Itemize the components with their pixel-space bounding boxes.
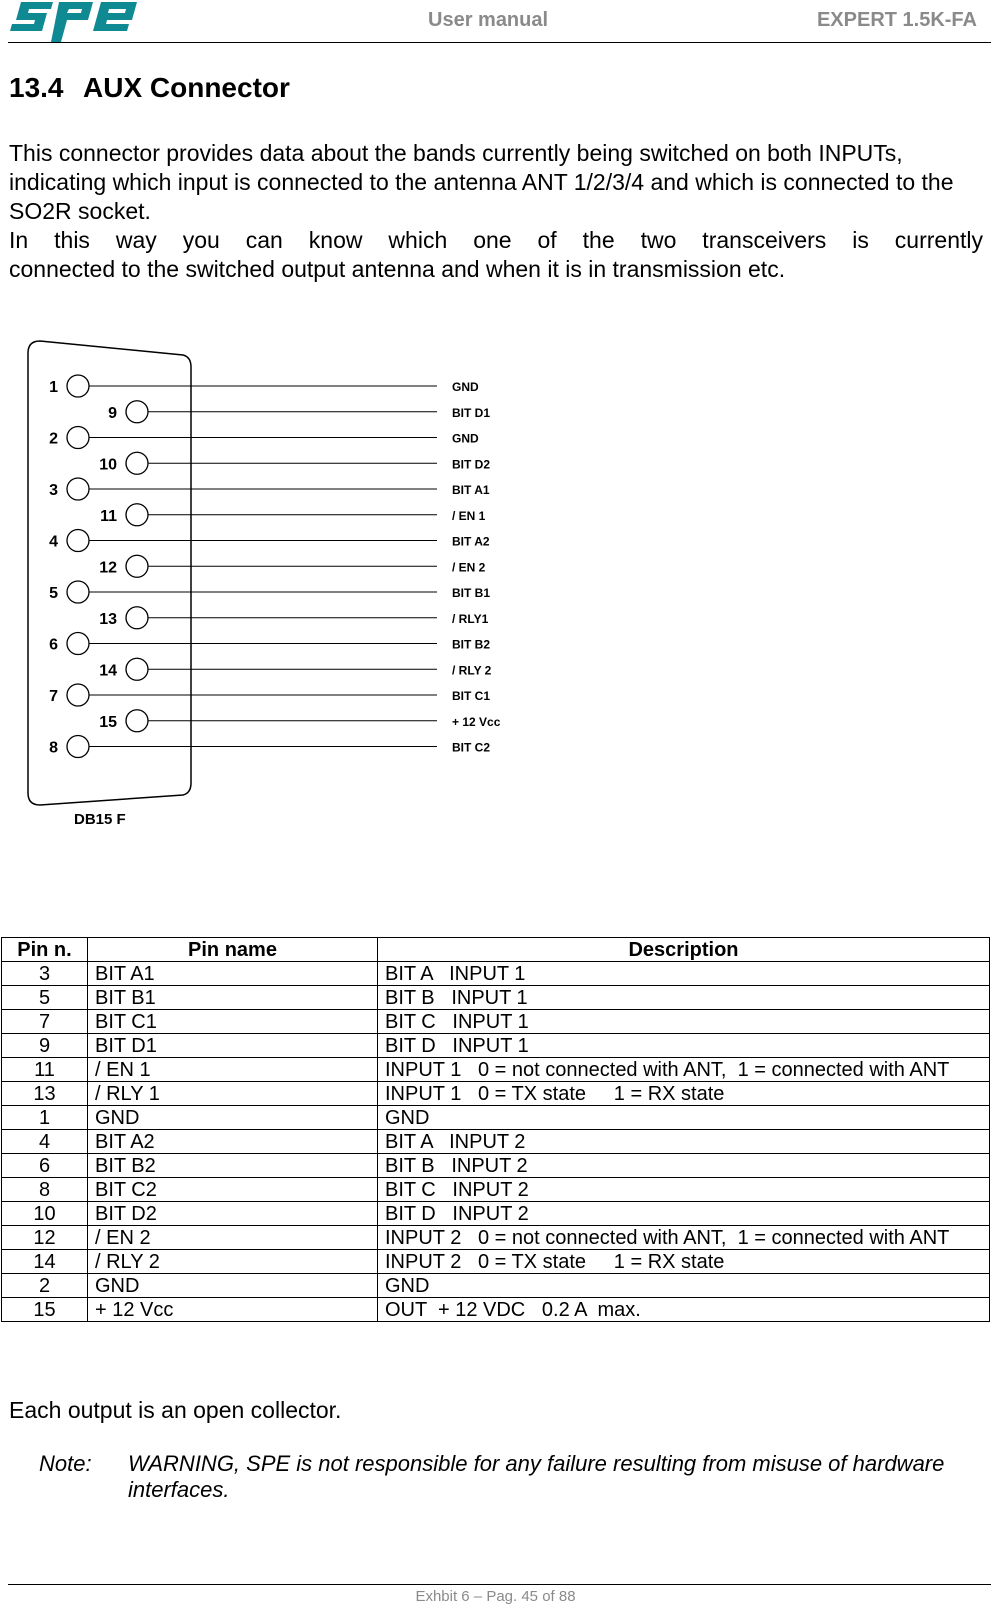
cell-description: BIT A INPUT 1 <box>378 962 990 986</box>
cell-description: INPUT 2 0 = TX state 1 = RX state <box>378 1250 990 1274</box>
pin-socket <box>126 452 148 474</box>
cell-description: BIT A INPUT 2 <box>378 1130 990 1154</box>
pin-number: 15 <box>99 713 117 731</box>
cell-description: INPUT 2 0 = not connected with ANT, 1 = connected with ANT <box>378 1226 990 1250</box>
cell-pin-name: / RLY 2 <box>88 1250 378 1274</box>
header-divider <box>8 42 991 43</box>
page-footer: Exhbit 6 – Pag. 45 of 88 <box>415 1588 576 1605</box>
pin-signal-label: GND <box>452 431 479 446</box>
cell-pin-name: BIT B2 <box>88 1154 378 1178</box>
cell-pin-number: 6 <box>2 1154 88 1178</box>
cell-pin-number: 10 <box>2 1202 88 1226</box>
cell-pin-name: / EN 1 <box>88 1058 378 1082</box>
pin-number: 8 <box>49 739 58 757</box>
pin-signal-label: / EN 1 <box>452 508 486 523</box>
pin-signal-label: BIT C1 <box>452 689 491 703</box>
footer-divider <box>8 1584 991 1585</box>
pin-1 <box>49 375 479 397</box>
cell-description: BIT B INPUT 1 <box>378 986 990 1010</box>
table-row <box>2 1010 990 1034</box>
cell-pin-name: GND <box>88 1274 378 1298</box>
table-row <box>2 1274 990 1298</box>
pin-signal-label: / RLY1 <box>452 611 489 626</box>
cell-pin-name: BIT C2 <box>88 1178 378 1202</box>
pin-number: 10 <box>99 456 117 474</box>
spe-logo <box>9 0 141 42</box>
header-model: EXPERT 1.5K-FA <box>816 9 977 31</box>
table-row <box>2 1178 990 1202</box>
table-row <box>2 1298 990 1322</box>
pin-signal-label: GND <box>452 380 479 394</box>
pin-socket <box>126 658 148 680</box>
section-number: 13.4 <box>9 72 64 103</box>
cell-pin-name: BIT C1 <box>88 1010 378 1034</box>
table-row <box>2 1130 990 1154</box>
cell-pin-number: 4 <box>2 1130 88 1154</box>
cell-pin-name: BIT A1 <box>88 962 378 986</box>
pin-number: 2 <box>49 430 58 448</box>
cell-pin-name: / RLY 1 <box>88 1082 378 1106</box>
pin-socket <box>126 504 148 526</box>
pin-signal-label: BIT A2 <box>452 534 490 549</box>
pin-9 <box>108 401 490 423</box>
page-header <box>0 0 991 44</box>
intro-paragraph-1 <box>9 139 983 226</box>
intro-paragraph-2-line-1 <box>9 226 983 255</box>
cell-pin-name: BIT D1 <box>88 1034 378 1058</box>
cell-pin-number: 11 <box>2 1058 88 1082</box>
pin-number: 5 <box>49 585 58 602</box>
cell-pin-number: 8 <box>2 1178 88 1202</box>
cell-description: INPUT 1 0 = not connected with ANT, 1 = connected with ANT <box>378 1058 990 1082</box>
cell-pin-number: 14 <box>2 1250 88 1274</box>
cell-pin-name: BIT A2 <box>88 1130 378 1154</box>
pin-number: 3 <box>49 482 58 499</box>
pin-number: 13 <box>99 610 117 628</box>
pin-number: 11 <box>100 507 117 525</box>
note-label: Note: <box>39 1451 92 1476</box>
table-row <box>2 1034 990 1058</box>
pin-6 <box>49 633 490 655</box>
cell-pin-number: 9 <box>2 1034 88 1058</box>
pin-socket <box>67 478 89 500</box>
cell-description: BIT D INPUT 2 <box>378 1202 990 1226</box>
pin-number: 14 <box>99 662 117 680</box>
cell-pin-number: 7 <box>2 1010 88 1034</box>
table-row <box>2 1106 990 1130</box>
header-title: User manual <box>428 9 549 31</box>
pin-socket <box>67 375 89 397</box>
cell-pin-name: + 12 Vcc <box>88 1298 378 1322</box>
pin-signal-label: / RLY 2 <box>452 663 492 678</box>
pin-signal-label: BIT B2 <box>452 637 491 652</box>
note-text: WARNING, SPE is not responsible for any failure resulting from misuse of hardware interfaces. <box>128 1451 945 1502</box>
pin-12 <box>99 555 485 577</box>
pin-socket <box>67 684 89 706</box>
section-title: AUX Connector <box>83 72 290 103</box>
cell-pin-number: 13 <box>2 1082 88 1106</box>
pin-number: 1 <box>49 379 58 396</box>
header-pin-number: Pin n. <box>2 938 88 962</box>
connector-label: DB15 F <box>74 811 126 828</box>
pin-13 <box>99 607 488 629</box>
pin-socket <box>126 710 148 732</box>
pin-signal-label: / EN 2 <box>452 560 486 575</box>
table-row <box>2 1058 990 1082</box>
table-row <box>2 1226 990 1250</box>
pin-signal-label: BIT D2 <box>452 457 491 472</box>
pin-5 <box>49 581 490 603</box>
table-header-row <box>2 938 990 962</box>
cell-pin-name: / EN 2 <box>88 1226 378 1250</box>
cell-description: OUT + 12 VDC 0.2 A max. <box>378 1298 990 1322</box>
pin-signal-label: BIT A1 <box>452 483 490 497</box>
cell-pin-name: BIT D2 <box>88 1202 378 1226</box>
intro-text-2b: connected to the switched output antenna and when it is in transmission etc. <box>9 256 786 282</box>
table-row <box>2 986 990 1010</box>
cell-description: BIT B INPUT 2 <box>378 1154 990 1178</box>
cell-description: INPUT 1 0 = TX state 1 = RX state <box>378 1082 990 1106</box>
pin-socket <box>67 581 89 603</box>
pin-socket <box>126 555 148 577</box>
pin-signal-label: BIT D1 <box>452 405 491 420</box>
cell-pin-number: 3 <box>2 962 88 986</box>
pin-15 <box>99 710 500 732</box>
pin-11 <box>100 504 486 526</box>
pin-signal-label: BIT C2 <box>452 740 491 755</box>
header-description: Description <box>378 938 990 962</box>
pin-10 <box>99 452 490 474</box>
table-row <box>2 1250 990 1274</box>
table-row <box>2 1202 990 1226</box>
cell-description: BIT D INPUT 1 <box>378 1034 990 1058</box>
pin-socket <box>126 607 148 629</box>
pin-3 <box>49 478 490 500</box>
pin-number: 12 <box>99 559 117 577</box>
header-pin-name: Pin name <box>88 938 378 962</box>
pin-14 <box>99 658 491 680</box>
cell-description: BIT C INPUT 1 <box>378 1010 990 1034</box>
table-row <box>2 1154 990 1178</box>
pin-8 <box>49 736 490 758</box>
open-collector-note: Each output is an open collector. <box>9 1397 342 1423</box>
pin-4 <box>49 530 490 552</box>
cell-pin-number: 5 <box>2 986 88 1010</box>
cell-pin-number: 1 <box>2 1106 88 1130</box>
cell-description: BIT C INPUT 2 <box>378 1178 990 1202</box>
intro-text-1: This connector provides data about the bands currently being switched on both INPUTs, indicating which input is connected to the antenna ANT 1/2/3/4 and which is connected to the SO2R socket. <box>9 140 954 224</box>
pin-number: 4 <box>49 533 58 551</box>
pin-socket <box>67 530 89 552</box>
pin-number: 9 <box>108 404 117 422</box>
cell-pin-number: 12 <box>2 1226 88 1250</box>
pin-table <box>1 937 990 1322</box>
db15-connector-diagram <box>0 335 540 855</box>
pin-7 <box>49 684 490 706</box>
cell-pin-name: BIT B1 <box>88 986 378 1010</box>
section-heading <box>9 72 290 104</box>
cell-description: GND <box>378 1106 990 1130</box>
pin-signal-label: BIT B1 <box>452 586 491 600</box>
pin-number: 7 <box>49 688 58 705</box>
intro-paragraph-2-line-2 <box>9 255 983 284</box>
pin-socket <box>67 427 89 449</box>
pin-signal-label: + 12 Vcc <box>452 714 501 729</box>
pin-number: 6 <box>49 636 58 654</box>
cell-pin-name: GND <box>88 1106 378 1130</box>
intro-text-2a: In this way you can know which one of the two transceivers is currently <box>9 227 983 253</box>
pin-socket <box>126 401 148 423</box>
cell-description: GND <box>378 1274 990 1298</box>
cell-pin-number: 2 <box>2 1274 88 1298</box>
pin-socket <box>67 736 89 758</box>
pin-2 <box>49 427 479 449</box>
pin-socket <box>67 633 89 655</box>
cell-pin-number: 15 <box>2 1298 88 1322</box>
table-row <box>2 1082 990 1106</box>
table-row <box>2 962 990 986</box>
